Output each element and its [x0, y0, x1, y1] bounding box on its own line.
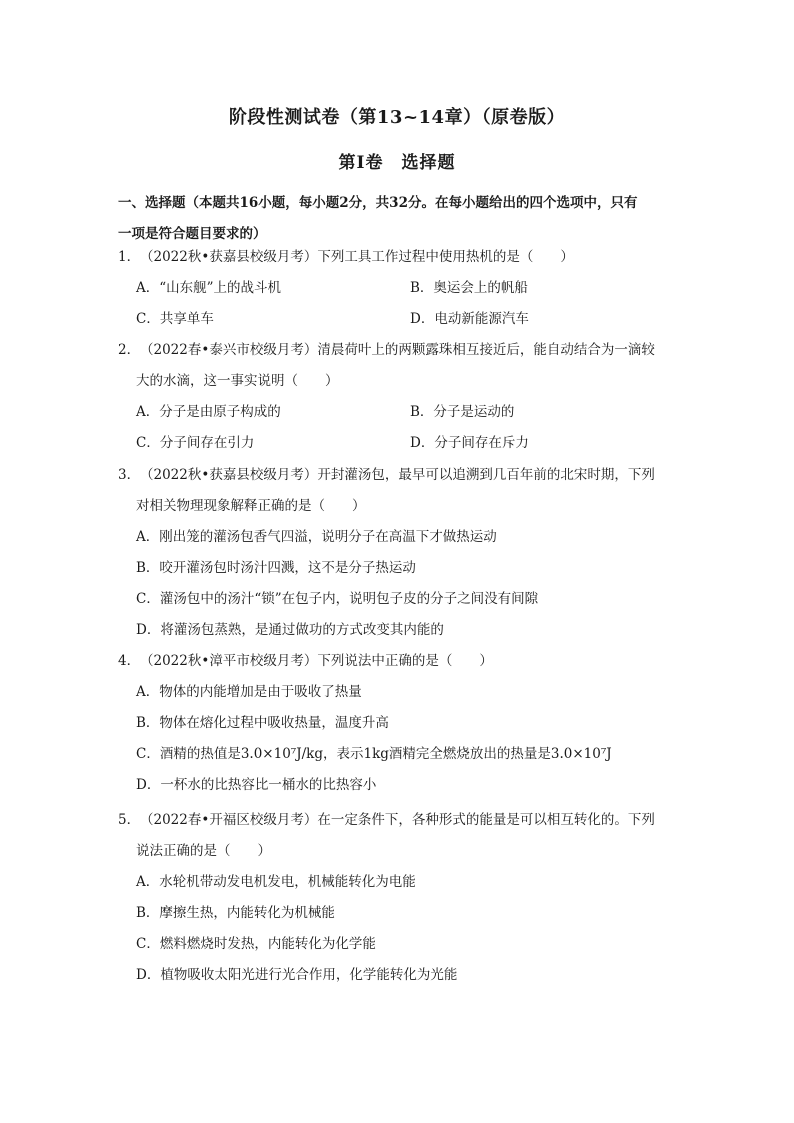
question-2-stem-line-2: 大的水滴，这一事实说明（ ） — [136, 373, 339, 389]
section-subtitle: 第Ⅰ卷 选择题 — [338, 153, 456, 173]
question-3-number: 3． — [118, 467, 141, 483]
question-5-option-d: D．植物吸收太阳光进行光合作用，化学能转化为光能 — [136, 967, 458, 983]
question-3-option-c: C．灌汤包中的汤汁“锁”在包子内，说明包子皮的分子之间没有间隙 — [136, 591, 539, 607]
question-1-option-a: A．“山东舰”上的战斗机 — [136, 280, 282, 296]
question-5-option-c: C．燃料燃烧时发热，内能转化为化学能 — [136, 936, 376, 952]
question-2-option-d: D．分子间存在斥力 — [410, 435, 529, 451]
question-4-option-d: D．一杯水的比热容比一桶水的比热容小 — [136, 777, 377, 793]
page-title: 阶段性测试卷（第13~14章）（原卷版） — [228, 107, 566, 128]
question-1-option-d: D．电动新能源汽车 — [410, 311, 529, 327]
question-1-option-c: C．共享单车 — [136, 311, 214, 327]
question-2-option-c: C．分子间存在引力 — [136, 435, 255, 451]
question-4-number: 4． — [118, 653, 141, 669]
instructions-line-2: 一项是符合题目要求的） — [118, 226, 267, 242]
section-instructions — [118, 188, 688, 250]
question-3-option-d: D．将灌汤包蒸熟，是通过做功的方式改变其内能的 — [136, 622, 444, 638]
question-5-stem-line-1: （2022春•开福区校级月考）在一定条件下，各种形式的能量是可以相互转化的。下列 — [140, 812, 655, 828]
question-3-stem-line-1: （2022秋•获嘉县校级月考）开封灌汤包，最早可以追溯到几百年前的北宋时期，下列 — [140, 467, 655, 483]
instructions-line-1: 一、选择题（本题共16小题，每小题2分，共32分。在每小题给出的四个选项中，只有 — [118, 195, 638, 211]
question-2-option-a: A．分子是由原子构成的 — [136, 404, 281, 420]
question-5-option-a: A．水轮机带动发电机发电，机械能转化为电能 — [136, 874, 416, 890]
question-1-option-b: B．奥运会上的帆船 — [410, 280, 528, 296]
question-4-option-b: B．物体在熔化过程中吸收热量，温度升高 — [136, 715, 389, 731]
question-2-stem-line-1: （2022春•泰兴市校级月考）清晨荷叶上的两颗露珠相互接近后，能自动结合为一滴较 — [140, 342, 655, 358]
question-3-option-b: B．咬开灌汤包时汤汁四溅，这不是分子热运动 — [136, 560, 416, 576]
question-4-option-c: C．酒精的热值是3.0×10⁷J/kg，表示1kg酒精完全燃烧放出的热量是3.0×10⁷J — [136, 746, 612, 762]
question-4-option-a: A．物体的内能增加是由于吸收了热量 — [136, 684, 362, 700]
question-3-option-a: A．刚出笼的灌汤包香气四溢，说明分子在高温下才做热运动 — [136, 529, 497, 545]
question-3-stem-line-2: 对相关物理现象解释正确的是（ ） — [136, 498, 366, 514]
question-5-option-b: B．摩擦生热，内能转化为机械能 — [136, 905, 335, 921]
question-1-number: 1． — [118, 249, 141, 265]
question-1-stem: （2022秋•获嘉县校级月考）下列工具工作过程中使用热机的是（ ） — [140, 249, 574, 265]
question-2-number: 2． — [118, 342, 141, 358]
question-5-number: 5． — [118, 812, 141, 828]
question-4-stem: （2022秋•漳平市校级月考）下列说法中正确的是（ ） — [140, 653, 493, 669]
question-5-stem-line-2: 说法正确的是（ ） — [136, 843, 271, 859]
question-2-option-b: B．分子是运动的 — [410, 404, 515, 420]
